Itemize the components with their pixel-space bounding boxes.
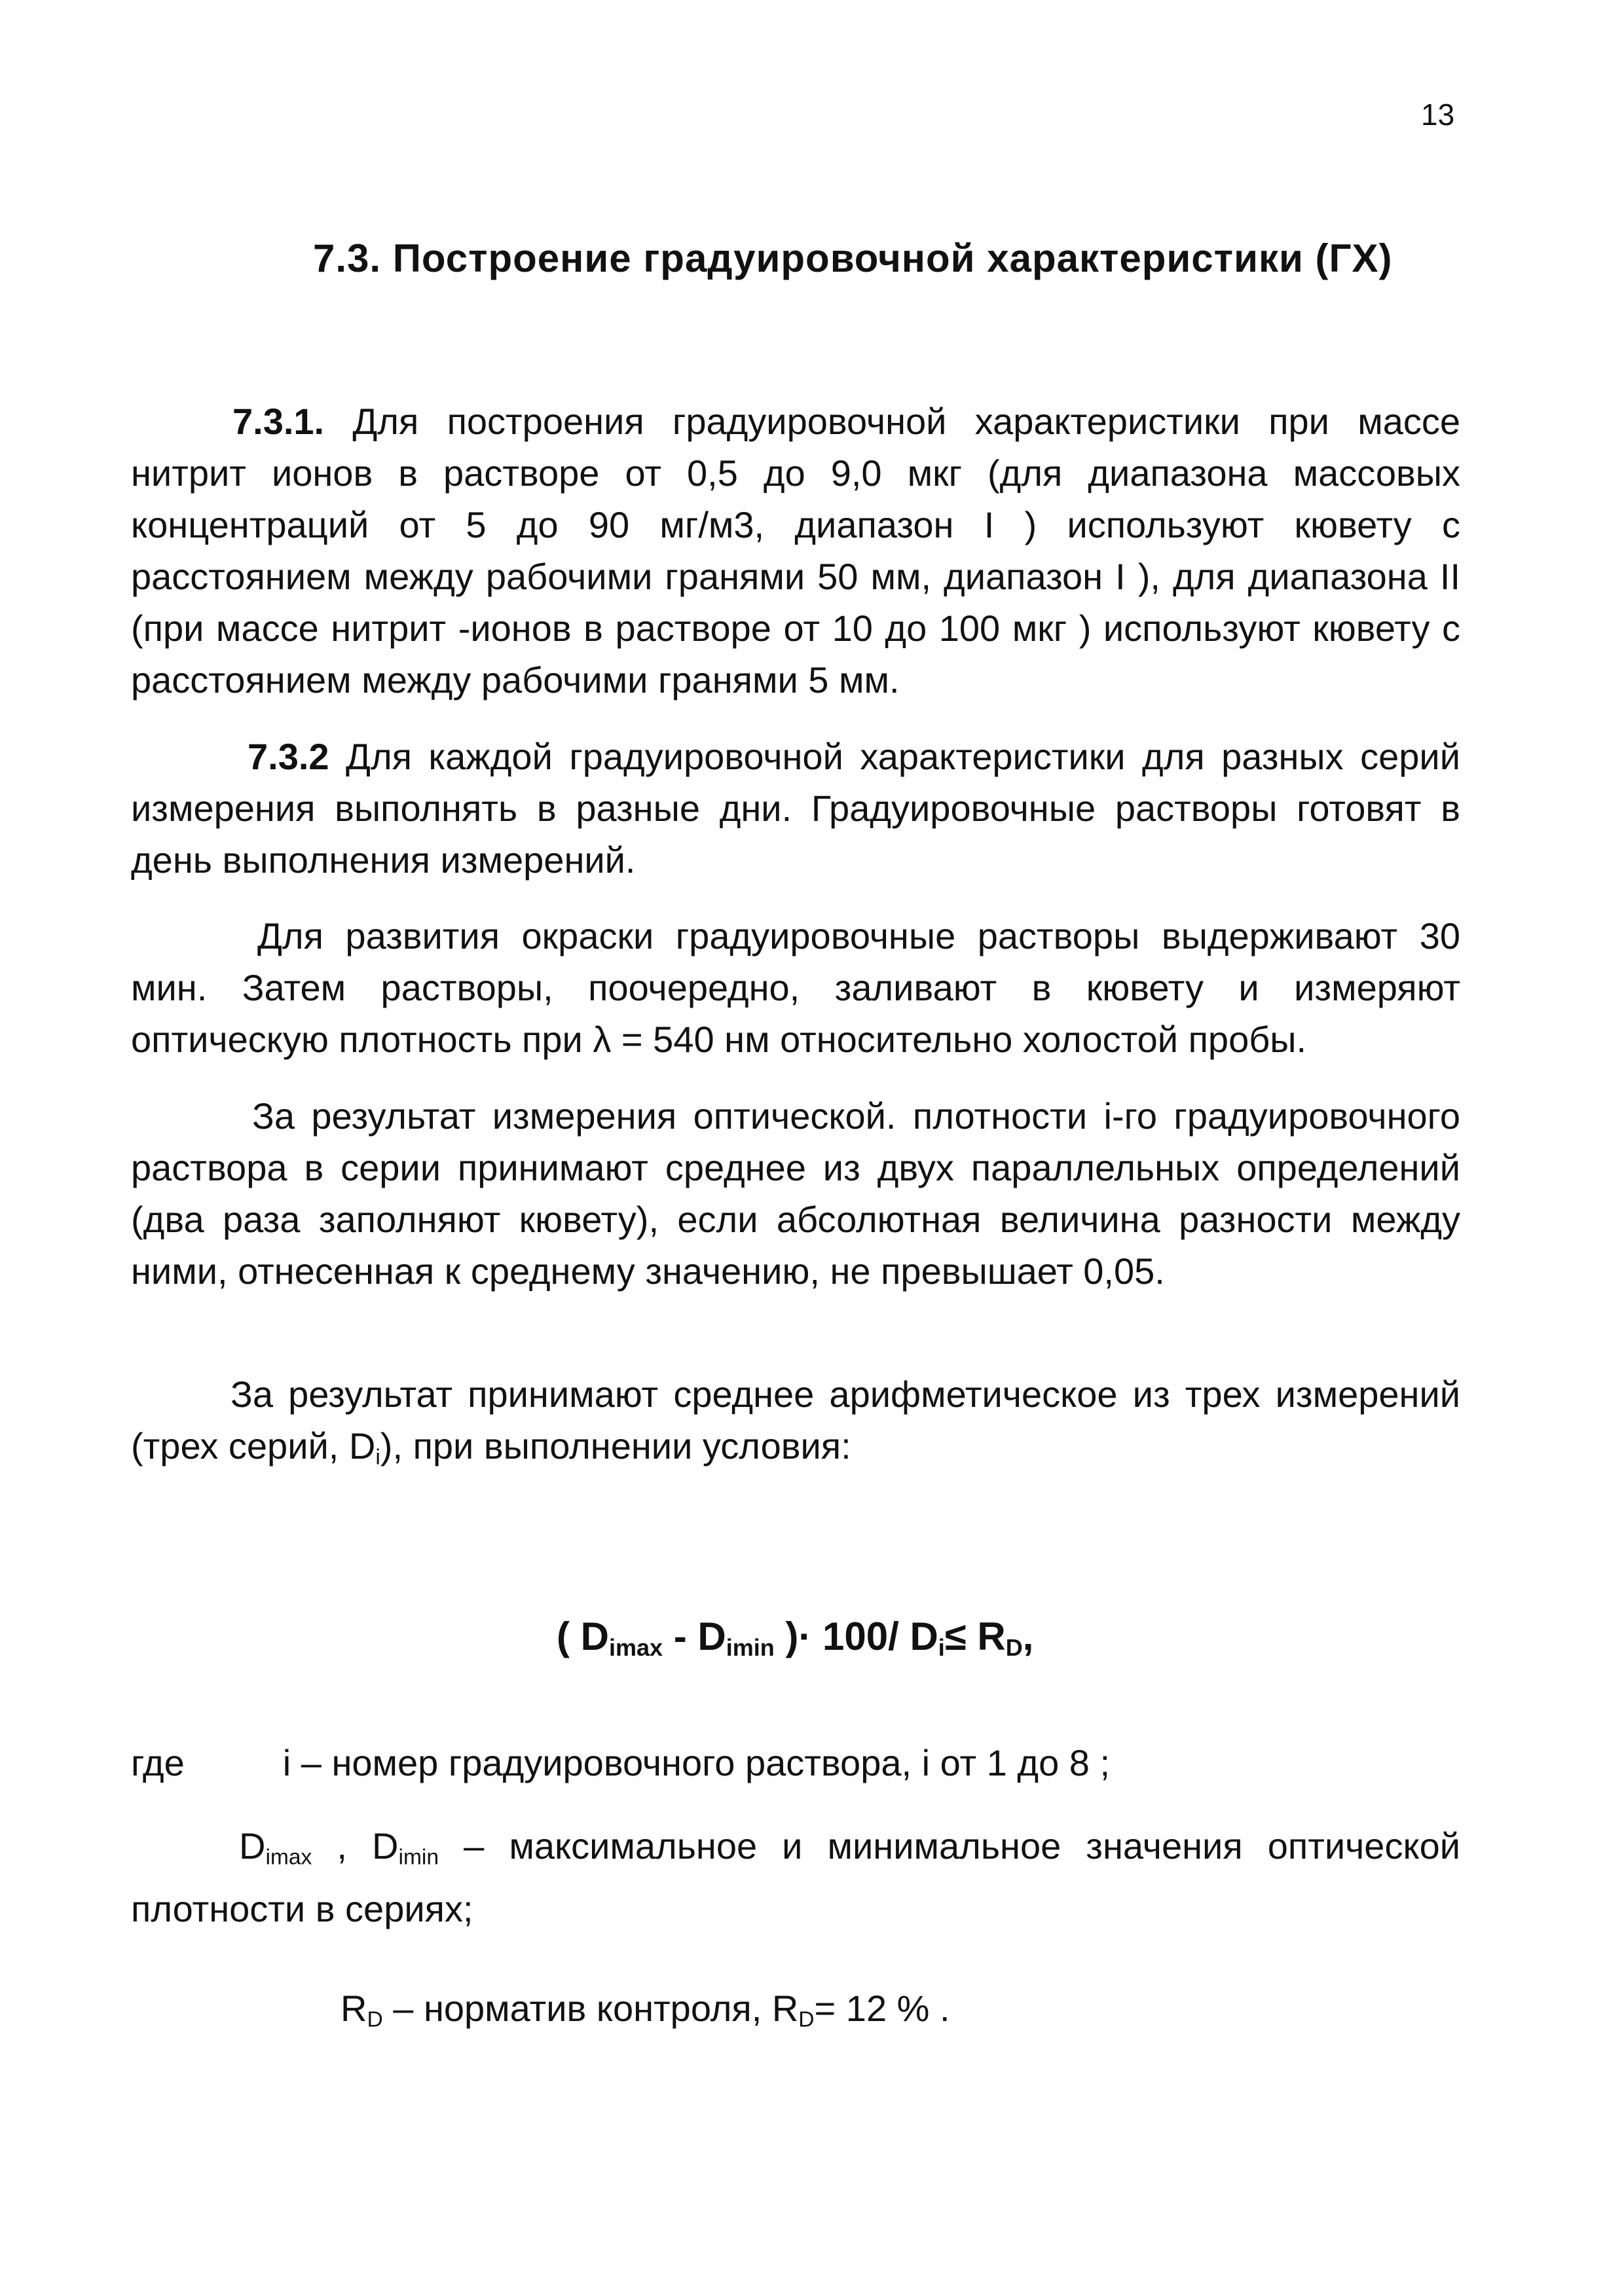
paragraph-text: За результат принимают среднее арифметическое из трех измерений (трех серий, D [131,1374,1460,1467]
paragraph-text: За результат измерения оптической. плотности i-го градуировочного раствора в серии принимают среднее из двух параллельных определений (два раза заполняют кювету), если абсолютная величина разности между ними, отнесенная к среднему значению, не превышает 0,05. [131,1095,1460,1292]
definition-text: – максимальное и минимальное значения оптической плотности в сериях; [131,1825,1460,1930]
paragraph-average-result [131,1368,1460,1483]
formula-part: - D [663,1614,726,1658]
formula-part: ( D [557,1614,609,1658]
symbol: D [239,1825,266,1867]
where-label: где [131,1742,185,1783]
page-number: 13 [1421,98,1455,132]
formula-part: )· 100/ D [774,1614,938,1658]
symbol: R [341,1988,367,2029]
formula-part: , [1022,1614,1034,1658]
subscript: imin [726,1634,775,1661]
where-definition [131,1741,1110,1784]
symbol: , D [312,1825,399,1867]
rd-definition [341,1987,950,2032]
paragraph-7-3-1 [131,395,1460,706]
paragraph-text: Для каждой градуировочной характеристики для разных серий измерения выполнять в разные дни. Градуировочные растворы готовят в день выполнения измерений. [131,736,1460,881]
subscript: D [1005,1634,1023,1661]
definition-text: – норматив контроля, R [382,1988,799,2029]
subscript: imin [398,1845,439,1870]
section-heading: 7.3. Построение градуировочной характеристики (ГХ) [313,236,1393,280]
subscript: imax [608,1634,663,1661]
paragraph-text: Для развития окраски градуировочные растворы выдерживают 30 мин. Затем растворы, поочередно, заливают в кювету и измеряют оптическую плотность при λ = 540 нм относительно холостой пробы. [131,915,1460,1060]
definition-text: i – номер градуировочного раствора, i от 1 до 8 ; [282,1742,1111,1783]
dmax-definition [131,1820,1460,1935]
control-formula [557,1614,1033,1662]
paragraph-color-development [131,910,1460,1065]
subscript: D [367,2007,383,2032]
paragraph-text: Для построения градуировочной характеристики при массе нитрит ионов в растворе от 0,5 до 9,0 мкг (для диапазона массовых концентраций от 5 до 90 мг/м3, диапазон I ) используют кювету с расстоянием между рабочими гранями 50 мм, диапазон I ), для диапазона II (при массе нитрит -ионов в растворе от 10 до 100 мкг ) используют кювету с расстоянием между рабочими гранями 5 мм. [131,401,1460,701]
subscript: imax [265,1845,312,1870]
clause-number: 7.3.2 [248,736,329,777]
paragraph-text: ), при выполнении условия: [380,1425,851,1467]
definition-text: = 12 % . [814,1988,950,2029]
paragraph-measurement-result [131,1090,1460,1297]
subscript: D [798,2007,815,2032]
clause-number: 7.3.1. [232,401,325,442]
formula-part: ≤ R [944,1614,1006,1658]
paragraph-7-3-2 [131,731,1460,886]
subscript: i [938,1634,945,1661]
subscript: i [375,1445,380,1470]
